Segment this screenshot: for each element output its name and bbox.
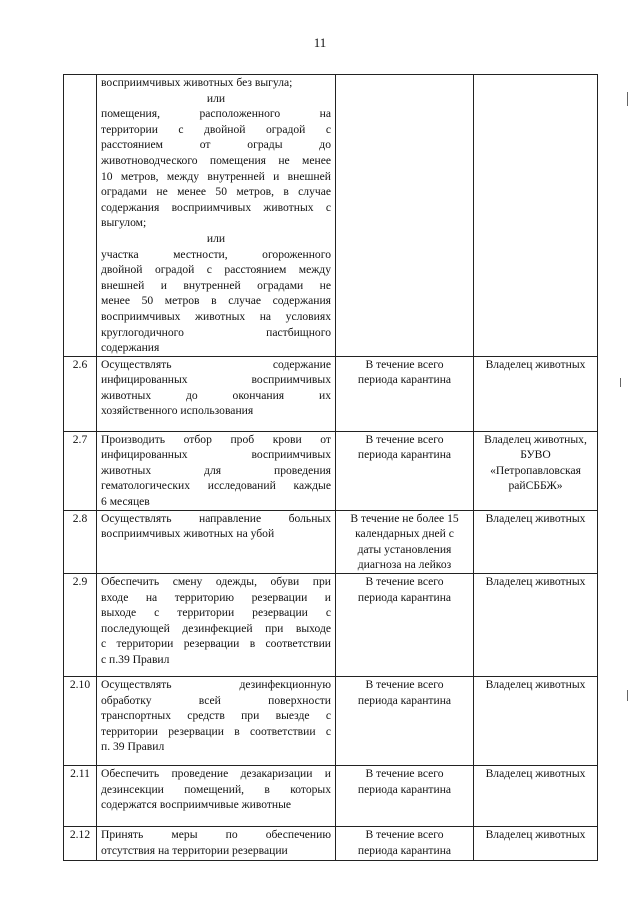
table-row <box>64 677 598 766</box>
action-cell <box>97 574 336 677</box>
page-number: 11 <box>313 35 327 50</box>
action-text-line: инфицированных восприимчивых <box>101 448 331 462</box>
action-text-line: внешней и внутренней оградами не <box>101 278 331 292</box>
table-row <box>64 510 598 573</box>
row-number-cell: 2.11 <box>64 766 97 827</box>
responsible-text-line: Владелец животных <box>485 767 586 781</box>
action-cell <box>97 827 336 861</box>
table-row <box>64 431 598 510</box>
term-text-line: В течение не более 15 <box>350 511 459 525</box>
term-text-line: периода карантина <box>357 693 452 707</box>
responsible-cell <box>474 75 598 357</box>
row-number-cell: 2.10 <box>64 677 97 766</box>
action-text-line: восприимчивых животных без выгула; <box>101 76 293 89</box>
action-text-line: участка местности, огороженного <box>101 247 331 261</box>
row-number-cell: 2.9 <box>64 574 97 677</box>
row-number-cell: 2.12 <box>64 827 97 861</box>
term-text-line: В течение всего <box>365 767 444 781</box>
term-text-line: периода карантина <box>357 590 452 604</box>
action-text-line: Обеспечить смену одежды, обуви при <box>101 575 331 589</box>
action-text-line: животных до окончания их <box>101 388 331 402</box>
action-text-line: инфицированных восприимчивых <box>101 373 331 387</box>
action-text-line: или <box>206 231 226 245</box>
term-text-line: В течение всего <box>365 357 444 371</box>
action-text-line: выходе с территории резервации с <box>101 606 331 620</box>
scan-mark <box>627 690 628 701</box>
action-text-line: хозяйственного использования <box>101 404 254 418</box>
row-number-cell: 2.8 <box>64 510 97 573</box>
term-text-line: периода карантина <box>357 373 452 387</box>
action-text-line: восприимчивых животных на убой <box>101 527 275 541</box>
scan-mark <box>620 378 621 387</box>
term-cell <box>336 431 474 510</box>
responsible-text-line: «Петропавловская <box>490 463 581 477</box>
action-text-line: Осуществлять содержание <box>101 357 331 371</box>
term-cell <box>336 827 474 861</box>
measures-table <box>63 74 598 861</box>
action-text-line: содержания восприимчивых животных с <box>101 200 331 214</box>
responsible-text-line: Владелец животных <box>485 828 586 842</box>
action-cell <box>97 356 336 431</box>
action-cell <box>97 75 336 357</box>
action-text-line: дезинсекции помещений, в которых <box>101 782 331 796</box>
action-text-line: животных для проведения <box>101 463 331 477</box>
action-text-line: п. 39 Правил <box>101 740 165 754</box>
action-text-line: с территории резервации в соответствии <box>101 637 331 651</box>
responsible-text-line: райСББЖ» <box>508 479 563 493</box>
term-text-line: периода карантина <box>357 448 452 462</box>
action-text-line: Осуществлять дезинфекционную <box>101 678 331 692</box>
term-cell <box>336 574 474 677</box>
row-number-cell <box>64 75 97 357</box>
term-text-line: календарных дней с <box>355 527 454 541</box>
table-row <box>64 356 598 431</box>
term-text-line: В течение всего <box>365 678 444 692</box>
action-cell <box>97 431 336 510</box>
table-row <box>64 766 598 827</box>
action-text-line: Обеспечить проведение дезакаризации и <box>101 767 331 781</box>
action-text-line: Принять меры по обеспечению <box>101 828 331 842</box>
term-cell <box>336 677 474 766</box>
table-row <box>64 827 598 861</box>
scan-mark <box>627 92 628 106</box>
responsible-cell <box>474 510 598 573</box>
action-text-line: выгулом; <box>101 216 147 230</box>
action-text-line: территории резервации в соответствии с <box>101 724 331 738</box>
term-cell <box>336 356 474 431</box>
responsible-cell <box>474 431 598 510</box>
action-text-line: или <box>206 91 226 105</box>
term-text-line: В течение всего <box>365 432 444 446</box>
action-text-line: с п.39 Правил <box>101 653 170 667</box>
measures-table-body <box>64 75 598 861</box>
action-text-line: обработку всей поверхности <box>101 693 331 707</box>
responsible-text-line: Владелец животных <box>485 357 586 371</box>
table-row-continuation <box>64 75 598 357</box>
responsible-cell <box>474 677 598 766</box>
term-cell <box>336 766 474 827</box>
responsible-cell <box>474 827 598 861</box>
term-cell <box>336 75 474 357</box>
term-text-line: диагноза на лейкоз <box>357 558 452 572</box>
action-text-line: последующей дезинфекцией при выходе <box>101 621 331 635</box>
term-text-line: периода карантина <box>357 782 452 796</box>
action-text-line: животноводческого помещения не менее <box>101 153 331 167</box>
action-text-line: круглогодичного пастбищного <box>101 325 331 339</box>
action-text-line: гематологических исследований каждые <box>101 479 331 493</box>
term-text-line: В течение всего <box>365 828 444 842</box>
action-text-line: восприимчивых животных на условиях <box>101 309 331 323</box>
action-text-line: менее 50 метров в случае содержания <box>101 294 331 308</box>
action-text-line: двойной оградой с расстоянием между <box>101 263 331 277</box>
action-text-line: оградами не менее 50 метров, в случае <box>101 185 331 199</box>
action-text-line: входе на территорию резервации и <box>101 590 331 604</box>
action-text-line: содержания <box>101 341 160 355</box>
action-text-line: расстоянием от ограды до <box>101 138 331 152</box>
action-text-line: 10 метров, между внутренней и внешней <box>101 169 331 183</box>
term-cell <box>336 510 474 573</box>
responsible-text-line: Владелец животных <box>485 511 586 525</box>
responsible-cell <box>474 574 598 677</box>
action-text-line: Производить отбор проб крови от <box>101 432 331 446</box>
responsible-cell <box>474 766 598 827</box>
action-text-line: 6 месяцев <box>101 495 150 509</box>
action-text-line: Осуществлять направление больных <box>101 511 331 525</box>
term-text-line: периода карантина <box>357 843 452 857</box>
responsible-text-line: Владелец животных <box>485 575 586 589</box>
action-cell <box>97 510 336 573</box>
responsible-text-line: Владелец животных <box>485 678 586 692</box>
action-text-line: территории с двойной оградой с <box>101 122 331 136</box>
table-row <box>64 574 598 677</box>
action-text-line: помещения, расположенного на <box>101 107 331 121</box>
term-text-line: даты установления <box>357 542 452 556</box>
action-text-line: транспортных средств при выезде с <box>101 709 331 723</box>
action-text-line: отсутствия на территории резервации <box>101 843 288 857</box>
action-cell <box>97 766 336 827</box>
row-number-cell: 2.7 <box>64 431 97 510</box>
responsible-text-line: Владелец животных, <box>484 432 587 446</box>
action-cell <box>97 677 336 766</box>
row-number-cell: 2.6 <box>64 356 97 431</box>
action-text-line: содержатся восприимчивые животные <box>101 798 292 812</box>
term-text-line: В течение всего <box>365 575 444 589</box>
responsible-cell <box>474 356 598 431</box>
responsible-text-line: БУВО <box>520 448 551 462</box>
